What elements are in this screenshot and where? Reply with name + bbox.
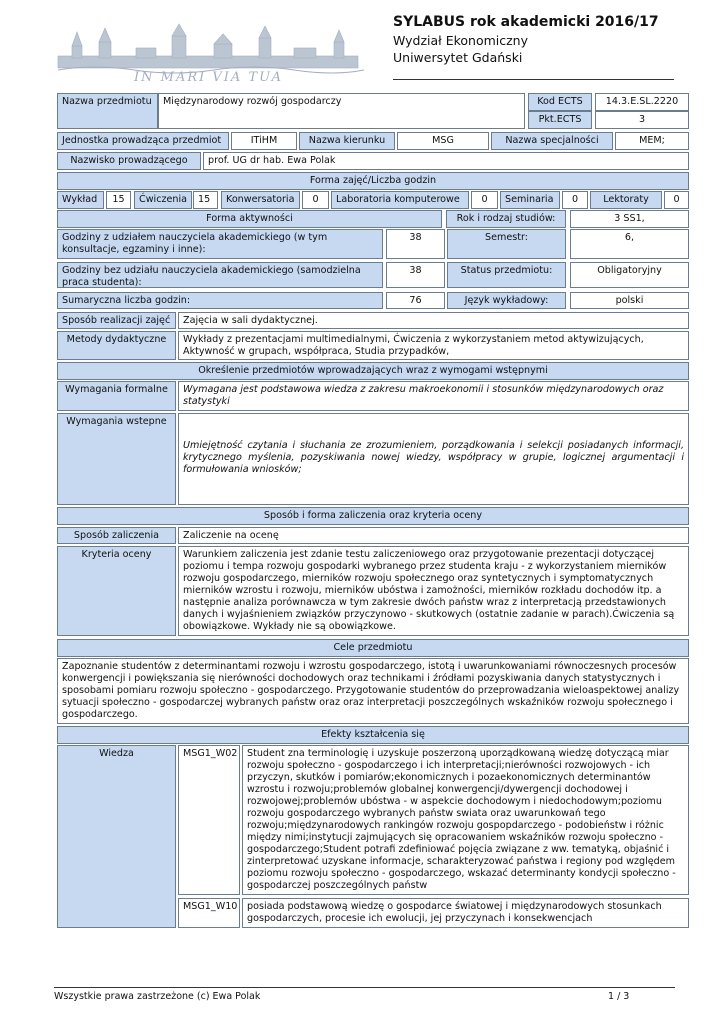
footer-page-number: 1 / 3 (608, 991, 630, 1002)
didactic-methods-value: Wykłady z prezentacjami multimedialnymi, Ćwiczenia z wykorzystaniem metod aktywizujących, Aktywność w grupach, współpraca, Studia przypadków, (178, 331, 689, 360)
assessment-method-value: Zaliczenie na ocenę (178, 527, 689, 544)
faculty-name: Wydział Ekonomiczny (393, 33, 529, 48)
exercises-hours: 15 (193, 191, 218, 209)
exercises-label: Ćwiczenia (134, 191, 192, 209)
criteria-value: Warunkiem zaliczenia jest zdanie testu zaliczeniowego oraz przygotowanie prezentacji dotyczącej poziomu i tempa rozwoju gospodarki wybranego przez studenta kraju - z wykorzystaniem mierników rozwoju gospodarczego, mierników rozwoju społecznego oraz syntetycznych i symptomatycznych mierników wzrostu i rozwoju, mierników ubóstwa i zamożności, mierników rozkładu dochodów itp. a następnie analiza porównawcza w tym zakresie dwóch państw wraz z interpretacją przedstawionych danych i wyjaśnieniem związków przyczynowo - skutkowych (ostatnie zadanie w parach).Ćwiczenia są obowiązkowe. Wykłady nie są obowiązkowe. (178, 546, 689, 636)
footer-divider (54, 987, 675, 988)
unit-label: Jednostka prowadząca przedmiot (57, 132, 229, 150)
course-status-value: Obligatoryjny (570, 262, 689, 288)
specialty-value: MEM; (615, 132, 689, 150)
prerequisites-section-title: Określenie przedmiotów wprowadzających wraz z wymogami wstępnymi (57, 362, 689, 380)
ects-points-label: Pkt.ECTS (528, 111, 592, 129)
lecturer-label: Nazwisko prowadzącego (57, 152, 201, 170)
language-value: polski (570, 292, 689, 309)
conversatory-label: Konwersatoria (221, 191, 300, 209)
outcome-code: MSG1_W02 (178, 745, 240, 895)
university-name: Uniwersytet Gdański (393, 50, 523, 65)
realization-value: Zajęcia w sali dydaktycznej. (178, 312, 689, 329)
assessment-section-title: Sposób i forma zaliczenia oraz kryteria oceny (57, 507, 689, 525)
course-name-label: Nazwa przedmiotu (57, 93, 158, 129)
outcome-code: MSG1_W10 (178, 898, 240, 928)
ects-points-value: 3 (595, 111, 689, 129)
outcome-text: Student zna terminologię i uzyskuje poszerzoną uporządkowaną wiedzę dotyczącą miar rozwoju społeczno - gospodarczego i ich interpretacji;nierówności rozwojowych - ich przyczyn, skutków i pomiarów;ekonomicznych i pozaekonomicznych determinantów wzrostu i rozwoju;problemów globalnej konwergencji/dywergencji dochodowej i rozwojowej;problemów ubóstwa - w aspekcie dochodowym i niedochodowym;poziomu rozwoju gospodarczego wybranych państw swiata oraz uwarunkowań tego rozwoju;międzynarodowych rankingów rozwoju gospopdarczego - podobieństw i różnic między nimi;instytucji zajmujących się opracowaniem wskaźników rozwoju społeczno - gospodarczego;Student potrafi zdefiniować pojęcia związane z ww. tematyką, objaśnić i zinterpretować uzyskane informacje, scharakteryzować państwa i regiony pod względem poziomu rozwoju społeczno - gospodarczego, wskazać determinanty kondycji społeczno - gospodarczej poszczególnych państw (242, 745, 689, 895)
total-hours-label: Sumaryczna liczba godzin: (57, 292, 383, 309)
unit-value: ITiHM (231, 132, 297, 150)
self-study-hours-label: Godziny bez udziału nauczyciela akademickiego (samodzielna praca studenta): (57, 262, 383, 288)
lectorates-hours: 0 (664, 191, 689, 209)
footer-copyright: Wszystkie prawa zastrzeżone (c) Ewa Polak (54, 991, 261, 1002)
initial-requirements-label: Wymagania wstepne (57, 413, 176, 505)
header-divider (393, 79, 674, 80)
city-skyline-icon (54, 22, 379, 84)
self-study-hours-value: 38 (386, 262, 445, 288)
formal-requirements-value: Wymagana jest podstawowa wiedza z zakresu makroekonomii i stosunków międzynarodowych oraz statystyki (178, 381, 689, 411)
criteria-label: Kryteria oceny (57, 546, 176, 636)
university-logo (54, 22, 379, 84)
lecture-label: Wykład (57, 191, 104, 209)
study-year-label: Rok i rodzaj studiów: (446, 210, 566, 228)
outcomes-section-title: Efekty kształcenia się (57, 726, 689, 744)
course-name-value: Międzynarodowy rozwój gospodarczy (158, 93, 525, 129)
lecturer-value: prof. UG dr hab. Ewa Polak (203, 152, 689, 170)
svg-text:IN MARI VIA TUA: IN MARI VIA TUA (134, 70, 284, 84)
computer-lab-hours: 0 (471, 191, 498, 209)
conversatory-hours: 0 (302, 191, 329, 209)
didactic-methods-label: Metody dydaktyczne (57, 331, 176, 360)
activity-section-title: Forma aktywności (57, 210, 442, 228)
ects-code-label: Kod ECTS (528, 93, 592, 111)
study-year-value: 3 SS1, (570, 210, 689, 228)
outcome-text: posiada podstawową wiedzę o gospodarce światowej i międzynarodowych stosunkach gospodarczych, procesie ich ewolucji, jej przyczynach i konsekwencjach (242, 898, 689, 928)
semester-label: Semestr: (447, 229, 566, 259)
initial-requirements-value: Umiejętność czytania i słuchania ze zrozumieniem, porządkowania i selekcji posiadanych informacji, krytycznego myślenia, pozyskiwania nowej wiedzy, współpracy w grupie, logicznej argumentacji i formułowania wniosków; (178, 413, 689, 505)
lectorates-label: Lektoraty (590, 191, 662, 209)
major-value: MSG (397, 132, 489, 150)
contact-hours-label: Godziny z udziałem nauczyciela akademickiego (w tym konsultacje, egzaminy i inne): (57, 229, 383, 259)
seminars-hours: 0 (562, 191, 588, 209)
specialty-label: Nazwa specjalności (491, 132, 613, 150)
document-title: SYLABUS rok akademicki 2016/17 (393, 14, 659, 30)
goals-section-title: Cele przedmiotu (57, 639, 689, 657)
major-label: Nazwa kierunku (299, 132, 395, 150)
formal-requirements-label: Wymagania formalne (57, 381, 176, 411)
knowledge-category-label: Wiedza (57, 745, 176, 928)
total-hours-value: 76 (386, 292, 445, 309)
computer-lab-label: Laboratoria komputerowe (331, 191, 469, 209)
ects-code-value: 14.3.E.SL.2220 (595, 93, 689, 111)
assessment-method-label: Sposób zaliczenia (57, 527, 176, 544)
course-status-label: Status przedmiotu: (447, 262, 566, 288)
goals-text: Zapoznanie studentów z determinantami rozwoju i wzrostu gospodarczego, istotą i uwarunkowaniami równoczesnych procesów konwergencji i powiększania się nierówności dochodowych oraz technikami i źródłami pozyskiwania danych statystycznych i sposobami pomiaru rozwoju społeczno - gospodarczego. Przygotowanie studentów do przeprowadzania wieloaspektowej analizy sytuacji społeczno - gospodarczej wybranych państw oraz oraz interpretacji poszczególnych wskaźników rozwoju społecznego i gospodarczego. (57, 658, 689, 724)
semester-value: 6, (570, 229, 689, 259)
class-forms-section-title: Forma zajęć/Liczba godzin (57, 172, 689, 190)
contact-hours-value: 38 (386, 229, 445, 259)
lecture-hours: 15 (106, 191, 131, 209)
seminars-label: Seminaria (500, 191, 560, 209)
realization-label: Sposób realizacji zajęć (57, 312, 176, 329)
language-label: Język wykładowy: (447, 292, 566, 309)
